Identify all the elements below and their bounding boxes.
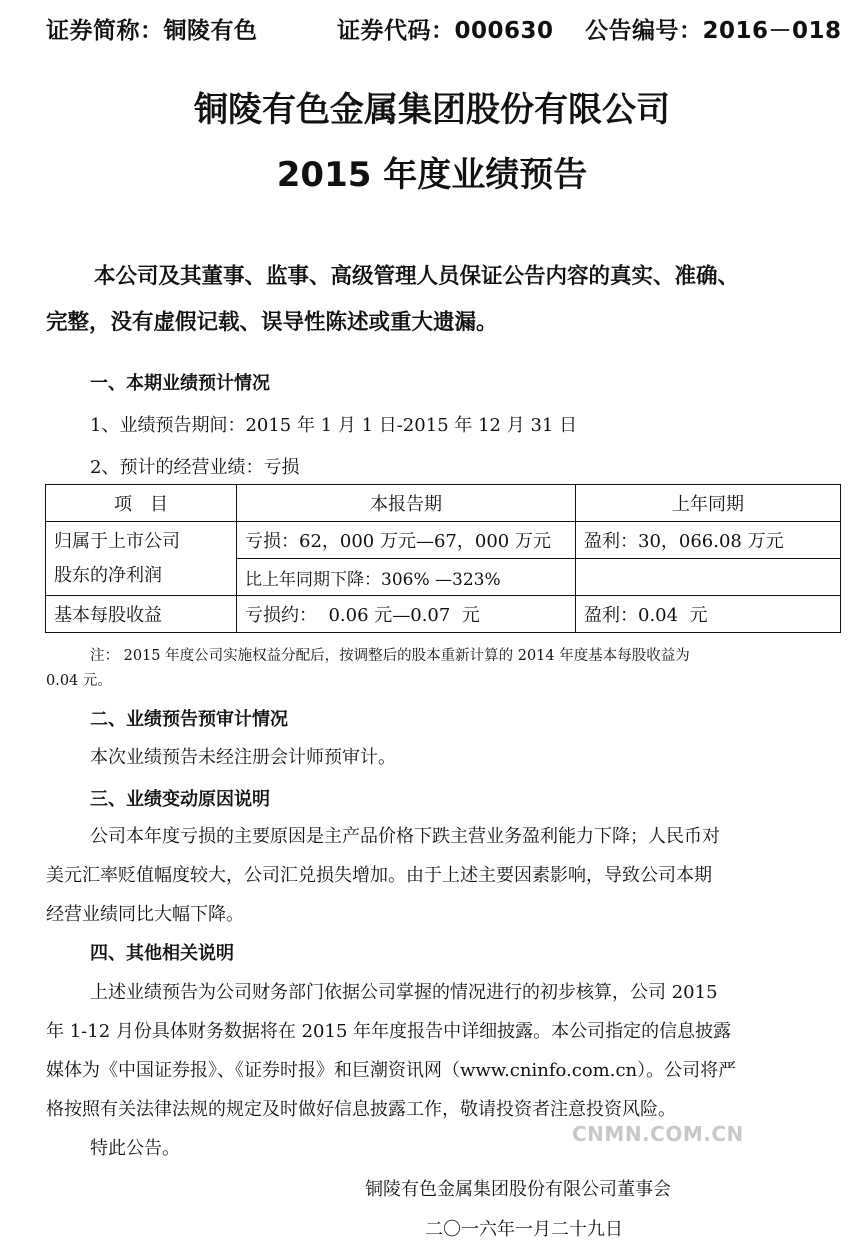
watermark: CNMN.COM.CN bbox=[572, 1122, 744, 1146]
note-line-1: 注： 2015 年度公司实施权益分配后，按调整后的股本重新计算的 2014 年度基本每股收益为 bbox=[90, 648, 690, 664]
signature-date: 二〇一六年一月二十九日 bbox=[425, 1219, 623, 1240]
net-profit-label-line-2: 股东的净利润 bbox=[54, 564, 162, 586]
net-profit-label bbox=[46, 522, 237, 596]
declaration-line-2: 完整，没有虚假记载、误导性陈述或重大遗漏。 bbox=[46, 310, 498, 335]
security-short-name: 证券简称：铜陵有色 bbox=[46, 18, 258, 44]
section-4-line-4: 格按照有关法律法规的规定及时做好信息披露工作，敬请投资者注意投资风险。 bbox=[46, 1099, 676, 1120]
section-2-text: 本次业绩预告未经注册会计师预审计。 bbox=[90, 747, 396, 768]
eps-label: 基本每股收益 bbox=[46, 596, 237, 633]
company-title: 铜陵有色金属集团股份有限公司 bbox=[194, 90, 670, 130]
net-profit-current: 亏损：62，000 万元—67，000 万元 bbox=[237, 522, 576, 559]
report-title: 2015 年度业绩预告 bbox=[276, 155, 588, 195]
net-profit-label-line-1: 归属于上市公司 bbox=[54, 530, 180, 552]
note-line-2: 0.04 元。 bbox=[46, 673, 112, 689]
section-4-heading: 四、其他相关说明 bbox=[90, 943, 234, 964]
security-code: 证券代码：000630 bbox=[337, 18, 554, 44]
section-4-line-2: 年 1-12 月份具体财务数据将在 2015 年年度报告中详细披露。本公司指定的信息披露 bbox=[46, 1021, 732, 1042]
section-1-heading: 一、本期业绩预计情况 bbox=[90, 373, 270, 394]
closing-text: 特此公告。 bbox=[90, 1138, 180, 1159]
header-item: 项 目 bbox=[46, 485, 237, 522]
section-3-line-2: 美元汇率贬值幅度较大，公司汇兑损失增加。由于上述主要因素影响，导致公司本期 bbox=[46, 865, 712, 886]
section-2-heading: 二、业绩预告预审计情况 bbox=[90, 709, 288, 730]
section-4-line-1: 上述业绩预告为公司财务部门依据公司掌握的情况进行的初步核算，公司 2015 bbox=[90, 982, 718, 1003]
notice-number: 公告编号：2016－018 bbox=[585, 18, 842, 44]
expected-performance: 2、预计的经营业绩：亏损 bbox=[90, 457, 300, 478]
net-profit-change: 比上年同期下降：306% —323% bbox=[237, 559, 576, 596]
section-3-line-3: 经营业绩同比大幅下降。 bbox=[46, 904, 244, 925]
section-3-heading: 三、业绩变动原因说明 bbox=[90, 789, 270, 810]
table-header-row bbox=[46, 485, 841, 522]
declaration-line-1: 本公司及其董事、监事、高级管理人员保证公告内容的真实、准确、 bbox=[94, 264, 740, 289]
performance-table bbox=[45, 484, 841, 633]
section-3-line-1: 公司本年度亏损的主要原因是主产品价格下跌主营业务盈利能力下降；人民币对 bbox=[90, 826, 720, 847]
header-current-period: 本报告期 bbox=[237, 485, 576, 522]
net-profit-prior: 盈利：30，066.08 万元 bbox=[576, 522, 841, 559]
eps-prior: 盈利：0.04 元 bbox=[576, 596, 841, 633]
table-row bbox=[46, 596, 841, 633]
table-row bbox=[46, 522, 841, 559]
section-4-line-3: 媒体为《中国证券报》、《证券时报》和巨潮资讯网（www.cninfo.com.cn）。公司将严 bbox=[46, 1060, 737, 1081]
eps-current: 亏损约： 0.06 元—0.07 元 bbox=[237, 596, 576, 633]
empty-cell bbox=[576, 559, 841, 596]
header-prior-period: 上年同期 bbox=[576, 485, 841, 522]
board-signature: 铜陵有色金属集团股份有限公司董事会 bbox=[365, 1179, 671, 1200]
forecast-period: 1、业绩预告期间：2015 年 1 月 1 日-2015 年 12 月 31 日 bbox=[90, 415, 578, 436]
